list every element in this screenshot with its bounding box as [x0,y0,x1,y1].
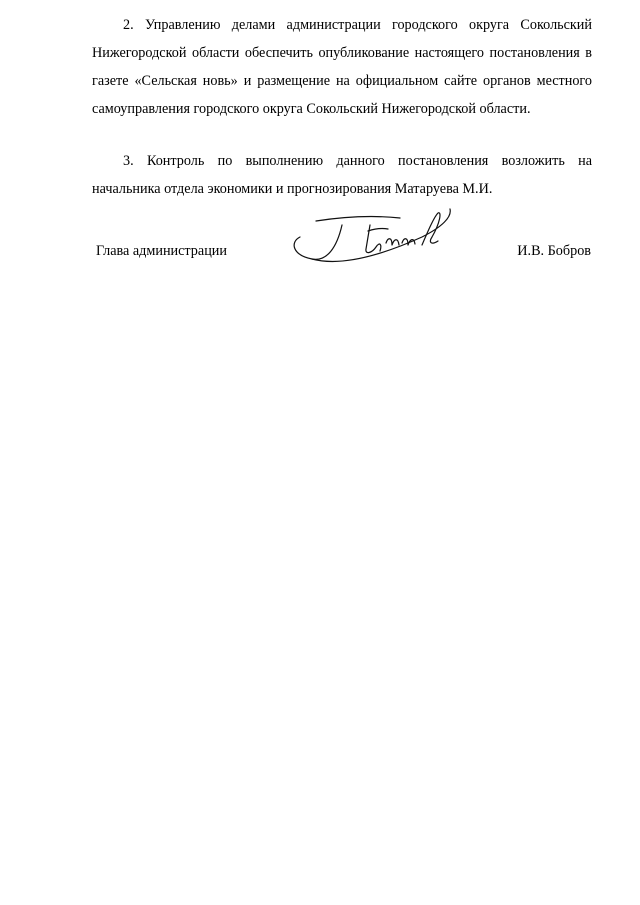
signatory-name: И.В. Бобров [517,243,591,259]
handwritten-signature-icon [282,207,462,292]
paragraph-3: 3. Контроль по выполнению данного постановления возложить на начальника отдела экономики и прогнозирования Матаруева М.И. [92,153,592,197]
position-title: Глава администрации [96,243,227,259]
signature-block [0,227,640,297]
paragraph-2: 2. Управлению делами администрации городского округа Сокольский Нижегородской области обеспечить опубликование настоящего постановления в газете «Сельская новь» и размещение на официальном сайте органов местного самоуправления городского округа Сокольский Нижегородской области. [92,17,592,117]
